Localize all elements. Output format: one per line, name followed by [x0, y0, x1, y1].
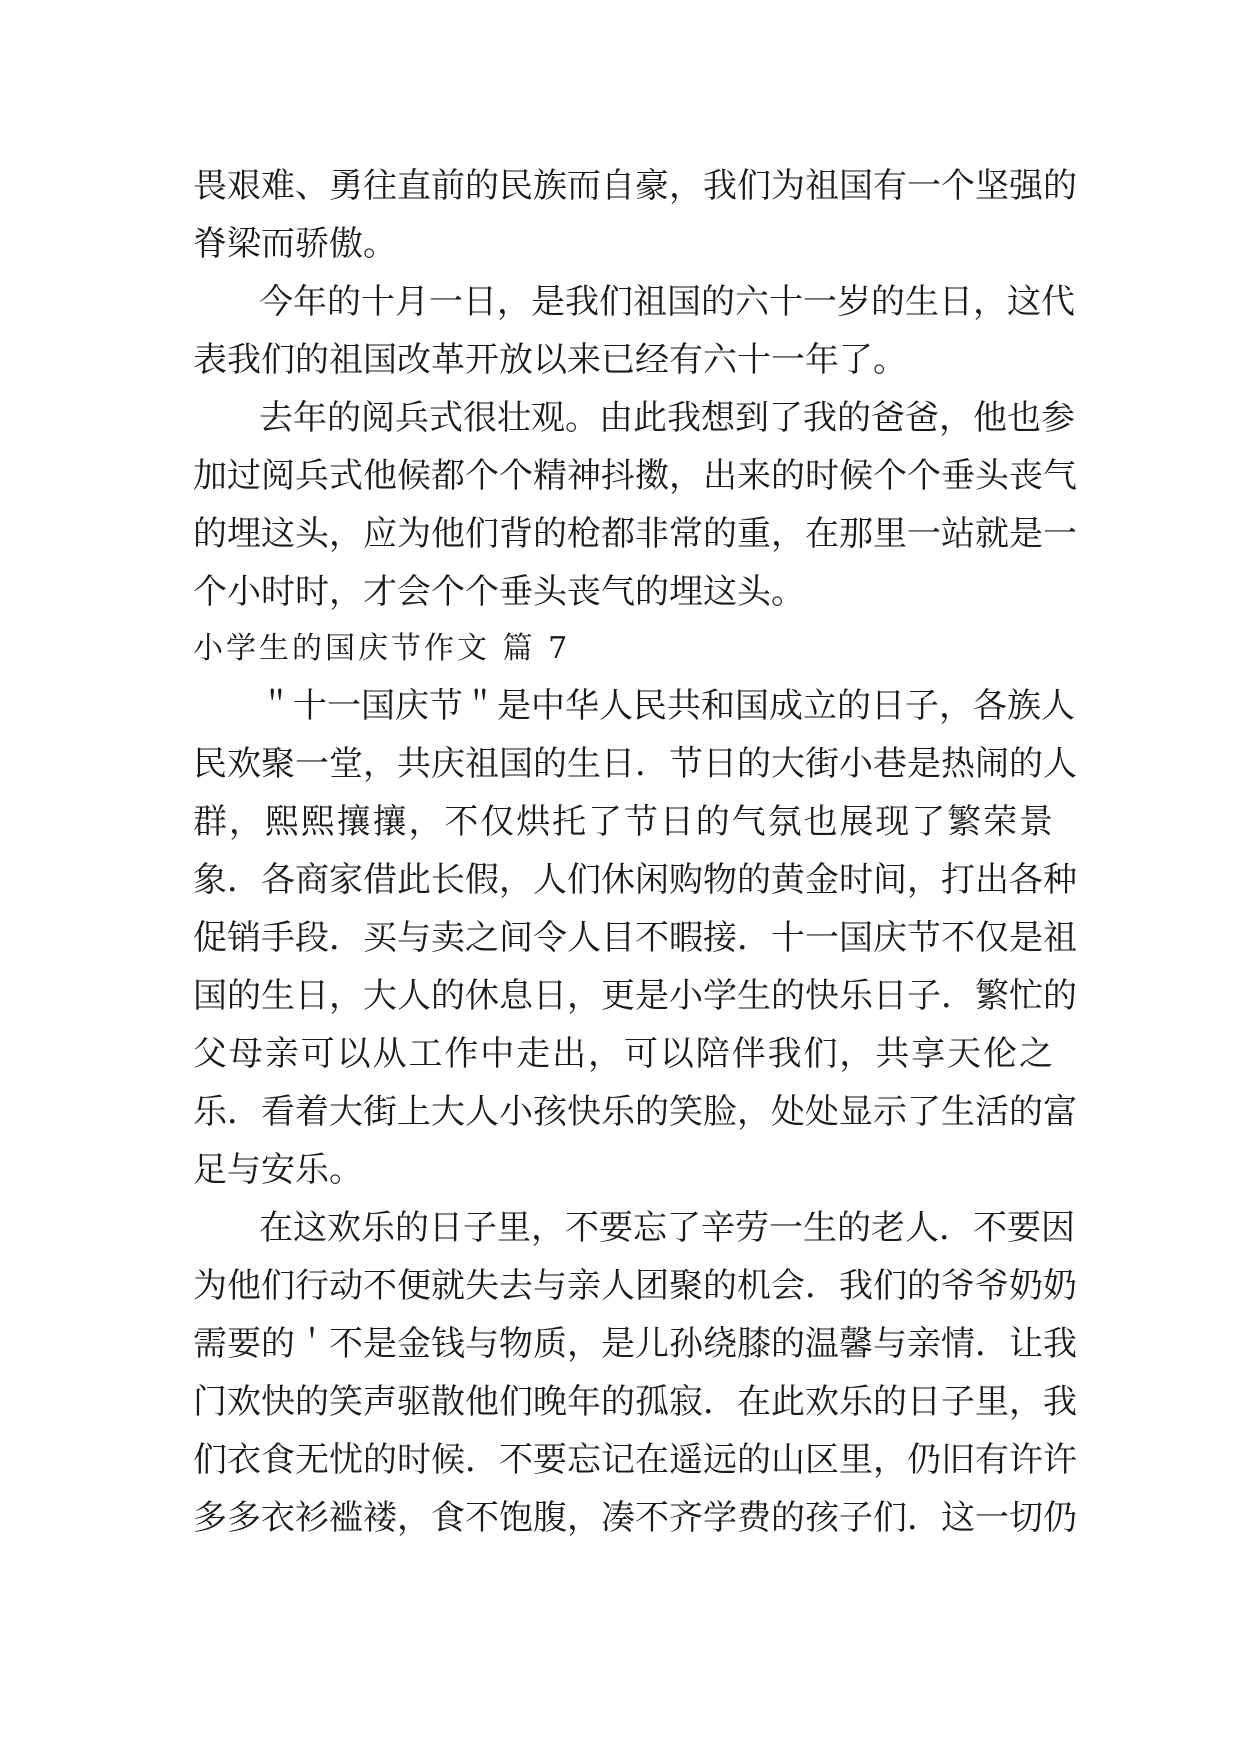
- text-line: 畏艰难、勇往直前的民族而自豪，我们为祖国有一个坚强的: [193, 166, 1077, 206]
- text-line: 为他们行动不便就失去与亲人团聚的机会．我们的爷爷奶奶: [193, 1266, 1077, 1306]
- text-line: 个小时时，才会个个垂头丧气的埋这头。: [193, 572, 805, 612]
- text-line: 需要的＇不是金钱与物质，是儿孙绕膝的温馨与亲情．让我: [193, 1324, 1077, 1364]
- text-line: 的埋这头，应为他们背的枪都非常的重，在那里一站就是一: [193, 514, 1077, 554]
- text-line: 脊梁而骄傲。: [193, 224, 397, 264]
- text-line: 们衣食无忧的时候．不要忘记在遥远的山区里，仍旧有许许: [193, 1440, 1077, 1480]
- text-line: 表我们的祖国改革开放以来已经有六十一年了。: [193, 340, 907, 380]
- text-line: 加过阅兵式他候都个个精神抖擞，出来的时候个个垂头丧气: [193, 456, 1077, 496]
- text-line: 在这欢乐的日子里，不要忘了辛劳一生的老人．不要因: [259, 1208, 1075, 1248]
- text-line: 民欢聚一堂，共庆祖国的生日．节日的大街小巷是热闹的人: [193, 744, 1077, 784]
- text-line: 象．各商家借此长假，人们休闲购物的黄金时间，打出各种: [193, 860, 1077, 900]
- text-line: 去年的阅兵式很壮观。由此我想到了我的爸爸，他也参: [259, 398, 1075, 438]
- text-line: 足与安乐。: [193, 1150, 363, 1190]
- text-line: 门欢快的笑声驱散他们晚年的孤寂．在此欢乐的日子里，我: [193, 1382, 1077, 1422]
- text-line: 群，熙熙攘攘，不仅烘托了节日的气氛也展现了繁荣景: [193, 802, 1053, 842]
- text-line: 今年的十月一日，是我们祖国的六十一岁的生日，这代: [259, 282, 1075, 322]
- text-line: 国的生日，大人的休息日，更是小学生的快乐日子．繁忙的: [193, 976, 1077, 1016]
- section-heading: 小学生的国庆节作文 篇 7: [193, 631, 571, 666]
- text-line: 父母亲可以从工作中走出，可以陪伴我们，共享天伦之: [193, 1034, 1053, 1074]
- text-line: 促销手段．买与卖之间令人目不暇接．十一国庆节不仅是祖: [193, 918, 1077, 958]
- text-line: ＂十一国庆节＂是中华人民共和国成立的日子，各族人: [259, 686, 1075, 726]
- text-line: 乐．看着大街上大人小孩快乐的笑脸，处处显示了生活的富: [193, 1092, 1077, 1132]
- text-line: 多多衣衫褴褛，食不饱腹，凑不齐学费的孩子们．这一切仍: [193, 1498, 1077, 1538]
